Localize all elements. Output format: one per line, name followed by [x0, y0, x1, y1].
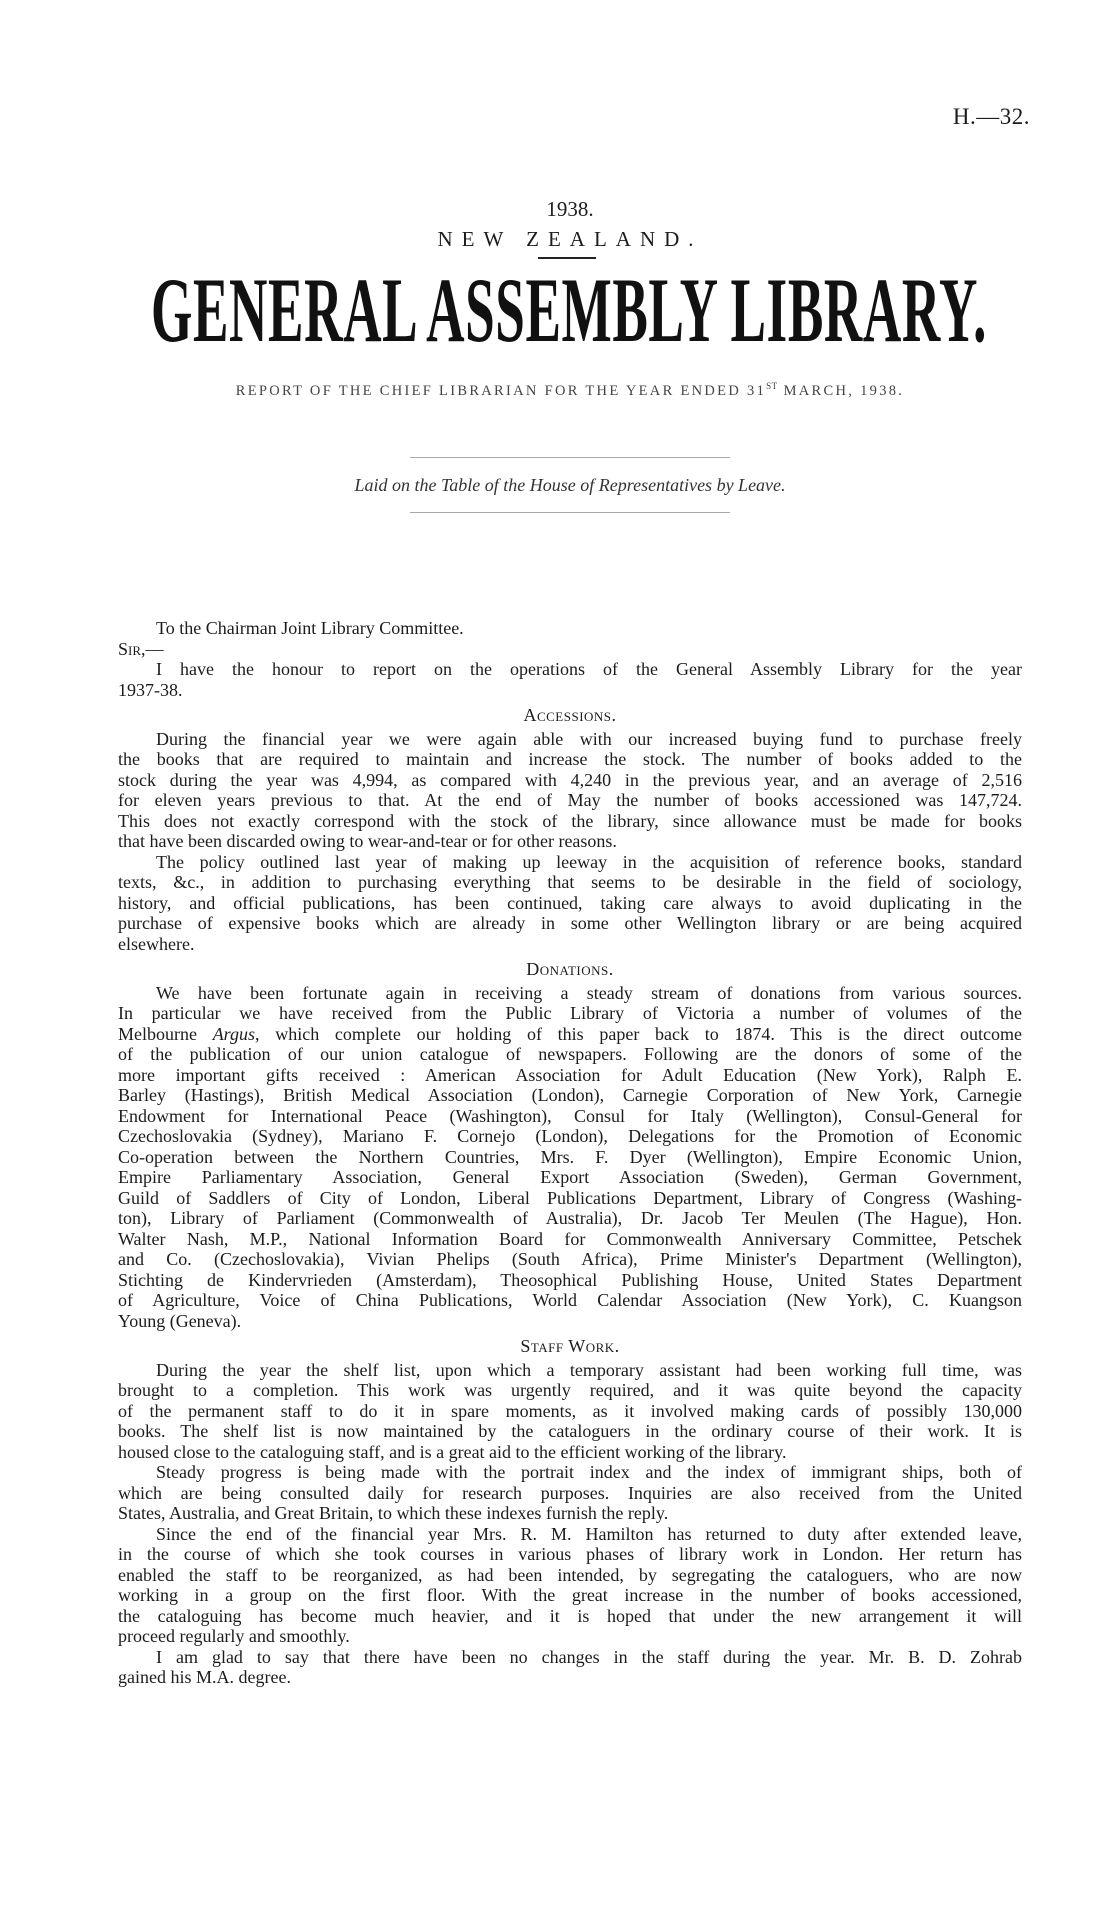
paragraph-line: more important gifts received : American Association for Adult Education (New York), Ralph E. — [118, 1064, 1022, 1085]
paragraph-line: for eleven years previous to that. At the end of May the number of books accessioned was 147,724. — [118, 790, 1022, 810]
italic-title: Argus — [212, 1023, 256, 1044]
paragraph-line: proceed regularly and smoothly. — [118, 1626, 350, 1646]
paragraph-line: ton), Library of Parliament (Commonwealth of Australia), Dr. Jacob Ter Meulen (The Hague), Hon. — [118, 1208, 1022, 1228]
paragraph-line: texts, &c., in addition to purchasing everything that seems to be desirable in the field of sociology, — [118, 872, 1022, 892]
paragraph-line: I am glad to say that there have been no changes in the staff during the year. Mr. B. D. Zohrab — [156, 1646, 1022, 1667]
paragraph-line: Endowment for International Peace (Washington), Consul for Italy (Wellington), Consul-General for — [118, 1105, 1022, 1126]
paragraph-line: brought to a completion. This work was urgently required, and it was quite beyond the capacity — [118, 1380, 1022, 1400]
paragraph-line: Steady progress is being made with the portrait index and the index of immigrant ships, both of — [156, 1462, 1022, 1482]
subtitle-ordinal-suffix: ST — [766, 381, 778, 391]
divider — [410, 512, 730, 513]
paragraph — [118, 1360, 1022, 1463]
paragraph-line: During the financial year we were again able with our increased buying fund to purchase freely — [156, 728, 1022, 749]
text-segment: Melbourne — [118, 1023, 213, 1044]
paragraph-line: elsewhere. — [118, 933, 195, 954]
paragraph-line: the cataloguing has become much heavier, and it is hoped that under the new arrangement it will — [118, 1605, 1022, 1626]
document-title: GENERAL ASSEMBLY LIBRARY. — [151, 259, 987, 361]
paragraph-line: Stichting de Kindervrieden (Amsterdam), Theosophical Publishing House, United States Department — [118, 1269, 1022, 1290]
paragraph-line: purchase of expensive books which are already in some other Wellington library or are being acquired — [118, 913, 1022, 933]
paragraph — [118, 983, 1022, 1332]
addressee: To the Chairman Joint Library Committee. — [156, 618, 464, 638]
laid-on-table-note: Laid on the Table of the House of Representatives by Leave. — [354, 475, 786, 495]
paragraph-line: in the course of which she took courses in various phases of library work in London. Her return has — [118, 1544, 1022, 1564]
paragraph — [118, 729, 1022, 852]
paragraph-line: Empire Parliamentary Association, General Export Association (Sweden), German Government, — [118, 1167, 1022, 1187]
report-sections — [118, 705, 1022, 1688]
paragraph-line: working in a group on the first floor. With the great increase in the number of books accessioned, — [118, 1585, 1022, 1605]
paragraph-line: We have been fortunate again in receiving a steady stream of donations from various sources. — [156, 982, 1022, 1003]
country-heading: NEW ZEALAND. — [437, 227, 703, 251]
subtitle-text-end: MARCH, 1938. — [777, 382, 905, 399]
paragraph-line: and Co. (Czechoslovakia), Vivian Phelips (South Africa), Prime Minister's Department (Wellington), — [118, 1249, 1022, 1269]
subtitle-text: REPORT OF THE CHIEF LIBRARIAN FOR THE YEAR ENDED 31 — [235, 382, 767, 399]
paragraph-line: housed close to the cataloguing staff, and is a great aid to the efficient working of the library. — [118, 1441, 787, 1462]
paragraph-line: which are being consulted daily for research purposes. Inquiries are also received from the United — [118, 1482, 1022, 1503]
salutation: Sir,— — [118, 638, 164, 659]
paragraph-line: Since the end of the financial year Mrs. R. M. Hamilton has returned to duty after extended leave, — [156, 1523, 1022, 1544]
paragraph-line: Co-operation between the Northern Countries, Mrs. F. Dyer (Wellington), Empire Economic Union, — [118, 1146, 1022, 1167]
paragraph-line: States, Australia, and Great Britain, to which these indexes furnish the reply. — [118, 1503, 669, 1523]
document-subtitle — [0, 381, 1114, 400]
paragraph-line: Young (Geneva). — [118, 1310, 242, 1331]
paragraph-line: Barley (Hastings), British Medical Association (London), Carnegie Corporation of New York, Carnegie — [118, 1085, 1022, 1105]
paragraph-line: This does not exactly correspond with the stock of the library, since allowance must be made for books — [118, 810, 1022, 831]
paragraph-line: that have been discarded owing to wear-and-tear or for other reasons. — [118, 831, 617, 851]
paragraph-line: Guild of Saddlers of City of London, Liberal Publications Department, Library of Congress (Washing- — [118, 1187, 1022, 1208]
paragraph-line: The policy outlined last year of making up leeway in the acquisition of reference books, standard — [156, 851, 1022, 872]
paragraph-line: enabled the staff to be reorganized, as had been intended, by segregating the cataloguers, who are now — [118, 1564, 1022, 1585]
paragraph — [118, 1524, 1022, 1647]
paragraph-line: Walter Nash, M.P., National Information Board for Commonwealth Anniversary Committee, Petschek — [118, 1228, 1022, 1249]
divider — [410, 457, 730, 458]
text-segment: , which complete our holding of this paper back to 1874. This is the direct outcome — [255, 1023, 1022, 1044]
paragraph-line: of the permanent staff to do it in spare moments, as it involved making cards of possibly 130,000 — [118, 1400, 1022, 1421]
paragraph-line: books. The shelf list is now maintained by the cataloguers in the ordinary course of their work. It is — [118, 1421, 1022, 1441]
section-heading: Donations. — [526, 959, 614, 979]
document-year: 1938. — [546, 197, 594, 221]
paragraph-line: In particular we have received from the Public Library of Victoria a number of volumes of the — [118, 1003, 1022, 1023]
paragraph-line: Czechoslovakia (Sydney), Mariano F. Cornejo (London), Delegations for the Promotion of Economic — [118, 1126, 1022, 1146]
paragraph-line: the books that are required to maintain and increase the stock. The number of books added to the — [118, 749, 1022, 769]
paragraph-line: of the publication of our union catalogue of newspapers. Following are the donors of some of the — [118, 1044, 1022, 1064]
paragraph-line — [118, 1024, 1022, 1045]
report-body — [118, 618, 1022, 1688]
paragraph — [118, 852, 1022, 955]
paragraph-line: During the year the shelf list, upon which a temporary assistant had been working full time, was — [156, 1359, 1022, 1380]
intro-line: 1937-38. — [118, 679, 183, 700]
document-reference-number: H.—32. — [952, 104, 1030, 129]
section-heading: Staff Work. — [520, 1336, 620, 1356]
paragraph-line: history, and official publications, has been continued, taking care always to avoid duplicating in the — [118, 892, 1022, 913]
title-container — [151, 259, 987, 361]
paragraph — [118, 1462, 1022, 1524]
paragraph — [118, 1647, 1022, 1688]
section-heading: Accessions. — [523, 705, 617, 725]
paragraph-line: of Agriculture, Voice of China Publications, World Calendar Association (New York), C. Kuangson — [118, 1290, 1022, 1310]
intro-line: I have the honour to report on the operations of the General Assembly Library for the year — [156, 659, 1022, 679]
paragraph-line: gained his M.A. degree. — [118, 1667, 291, 1687]
paragraph-line: stock during the year was 4,994, as compared with 4,240 in the previous year, and an average of 2,516 — [118, 769, 1022, 790]
